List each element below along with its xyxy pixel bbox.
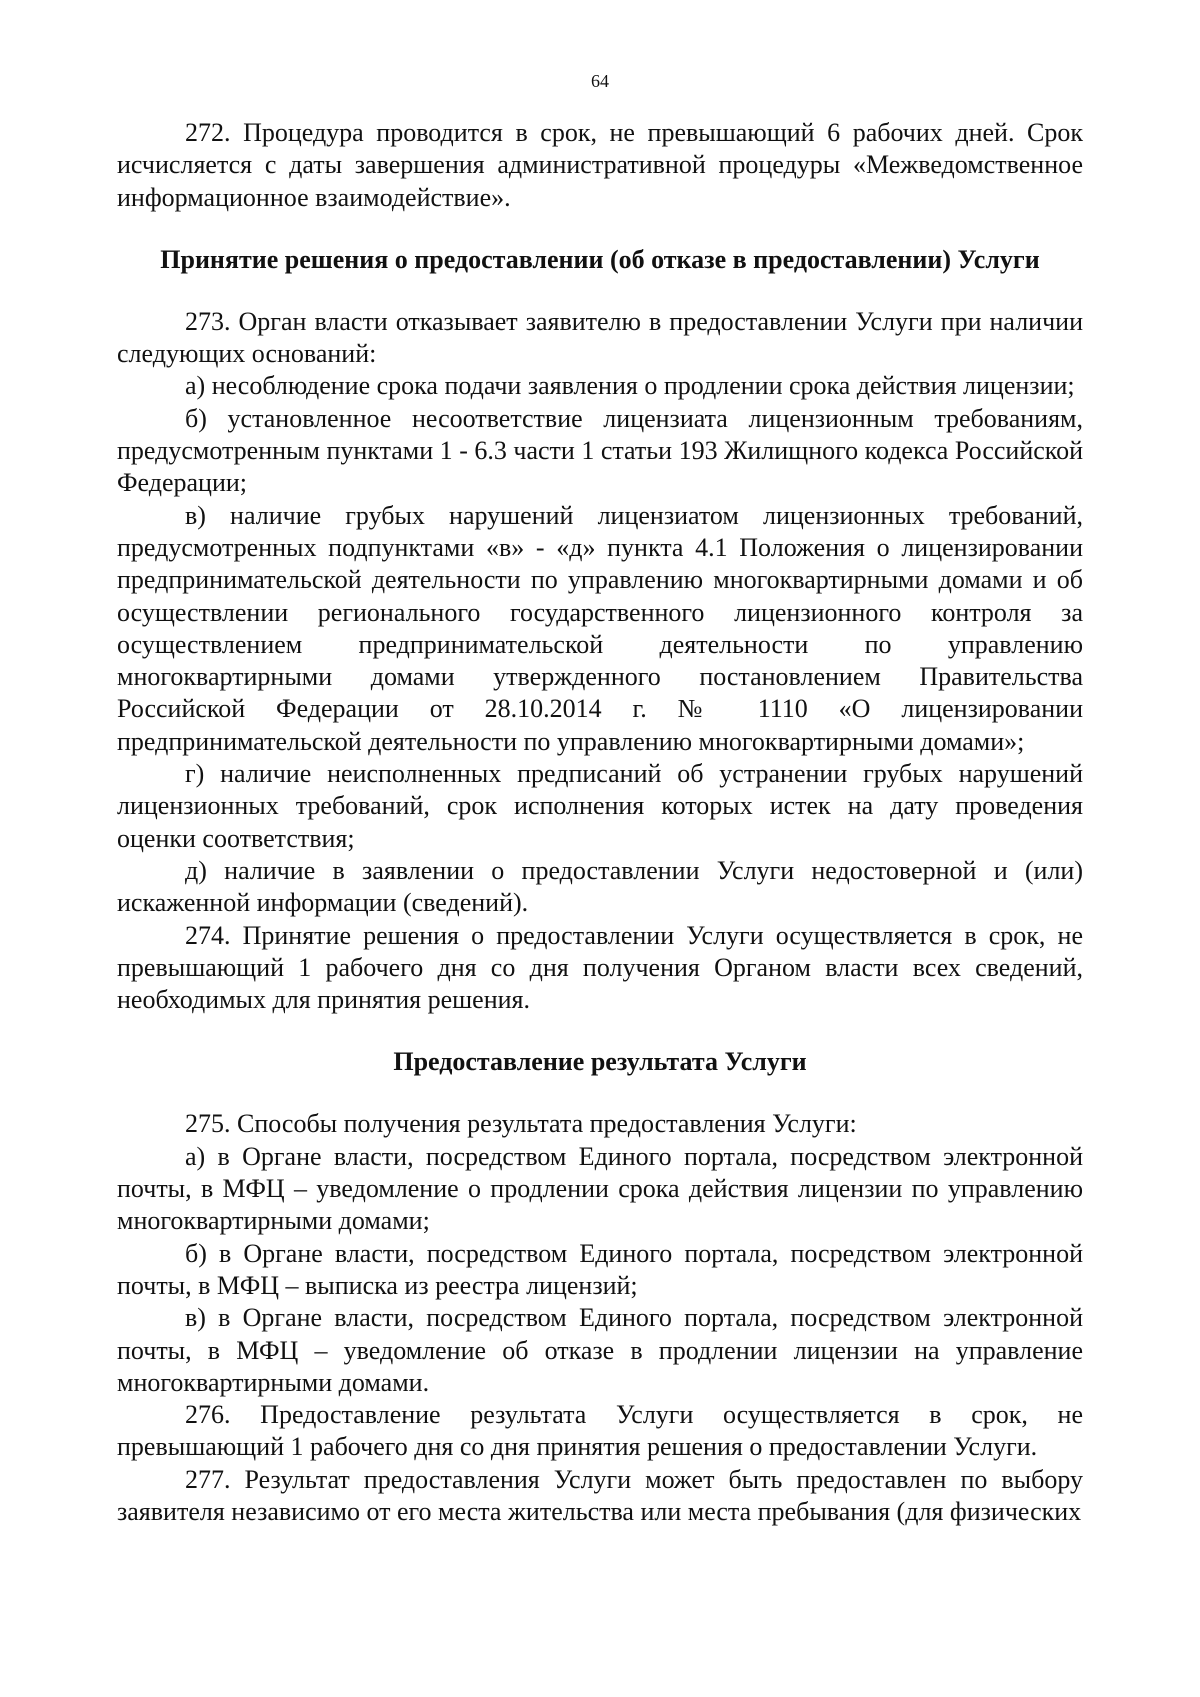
paragraph-274: 274. Принятие решения о предоставлении Услуги осуществляется в срок, не превышающий 1 рабочего дня со дня получения Органом власти всех сведений, необходимых для принятия решения. <box>117 920 1083 1015</box>
paragraph-273-b: б) установленное несоответствие лицензиата лицензионным требованиям, предусмотренным пунктами 1 - 6.3 части 1 статьи 193 Жилищного кодекса Российской Федерации; <box>117 403 1083 498</box>
section-gap <box>117 1078 1083 1108</box>
paragraph-273-d: д) наличие в заявлении о предоставлении Услуги недостоверной и (или) искаженной информации (сведений). <box>117 855 1083 918</box>
paragraph-275-b: б) в Органе власти, посредством Единого портала, посредством электронной почты, в МФЦ – выписка из реестра лицензий; <box>117 1238 1083 1300</box>
document-body <box>117 117 1083 1528</box>
section-heading-decision: Принятие решения о предоставлении (об отказе в предоставлении) Услуги <box>160 244 1040 274</box>
section-heading-result: Предоставление результата Услуги <box>393 1047 807 1077</box>
paragraph-273-v: в) наличие грубых нарушений лицензиатом лицензионных требований, предусмотренных подпунктами «в» - «д» пункта 4.1 Положения о лицензировании предпринимательской деятельности по управлению многоквартирными домами и об осуществлении регионального государственного лицензионного контроля за осуществлением предпринимательской деятельности по управлению многоквартирными домами утвержденного постановлением Правительства Российской Федерации от 28.10.2014 г. № 1110 «О лицензировании предпринимательской деятельности по управлению многоквартирными домами»; <box>117 500 1083 756</box>
section-gap <box>117 276 1083 306</box>
section-gap <box>117 214 1083 244</box>
paragraph-273-a: а) несоблюдение срока подачи заявления о продлении срока действия лицензии; <box>185 371 1075 401</box>
paragraph-275-v: в) в Органе власти, посредством Единого портала, посредством электронной почты, в МФЦ – уведомление об отказе в продлении лицензии на управление многоквартирными домами. <box>117 1303 1083 1397</box>
section-gap <box>117 1016 1083 1046</box>
paragraph-273: 273. Орган власти отказывает заявителю в предоставлении Услуги при наличии следующих оснований: <box>117 306 1083 369</box>
paragraph-275: 275. Способы получения результата предоставления Услуги: <box>185 1109 857 1139</box>
paragraph-272: 272. Процедура проводится в срок, не превышающий 6 рабочих дней. Срок исчисляется с даты завершения административной процедуры «Межведомственное информационное взаимодействие». <box>117 118 1083 212</box>
paragraph-277: 277. Результат предоставления Услуги может быть предоставлен по выбору заявителя независимо от его места жительства или места пребывания (для физических <box>117 1464 1083 1526</box>
paragraph-273-g: г) наличие неисполненных предписаний об устранении грубых нарушений лицензионных требований, срок исполнения которых истек на дату проведения оценки соответствия; <box>117 759 1083 853</box>
page-number: 64 <box>591 71 609 91</box>
paragraph-276: 276. Предоставление результата Услуги осуществляется в срок, не превышающий 1 рабочего дня со дня принятия решения о предоставлении Услуги. <box>117 1400 1083 1462</box>
paragraph-275-a: а) в Органе власти, посредством Единого портала, посредством электронной почты, в МФЦ – уведомление о продлении срока действия лицензии по управлению многоквартирными домами; <box>117 1141 1083 1236</box>
